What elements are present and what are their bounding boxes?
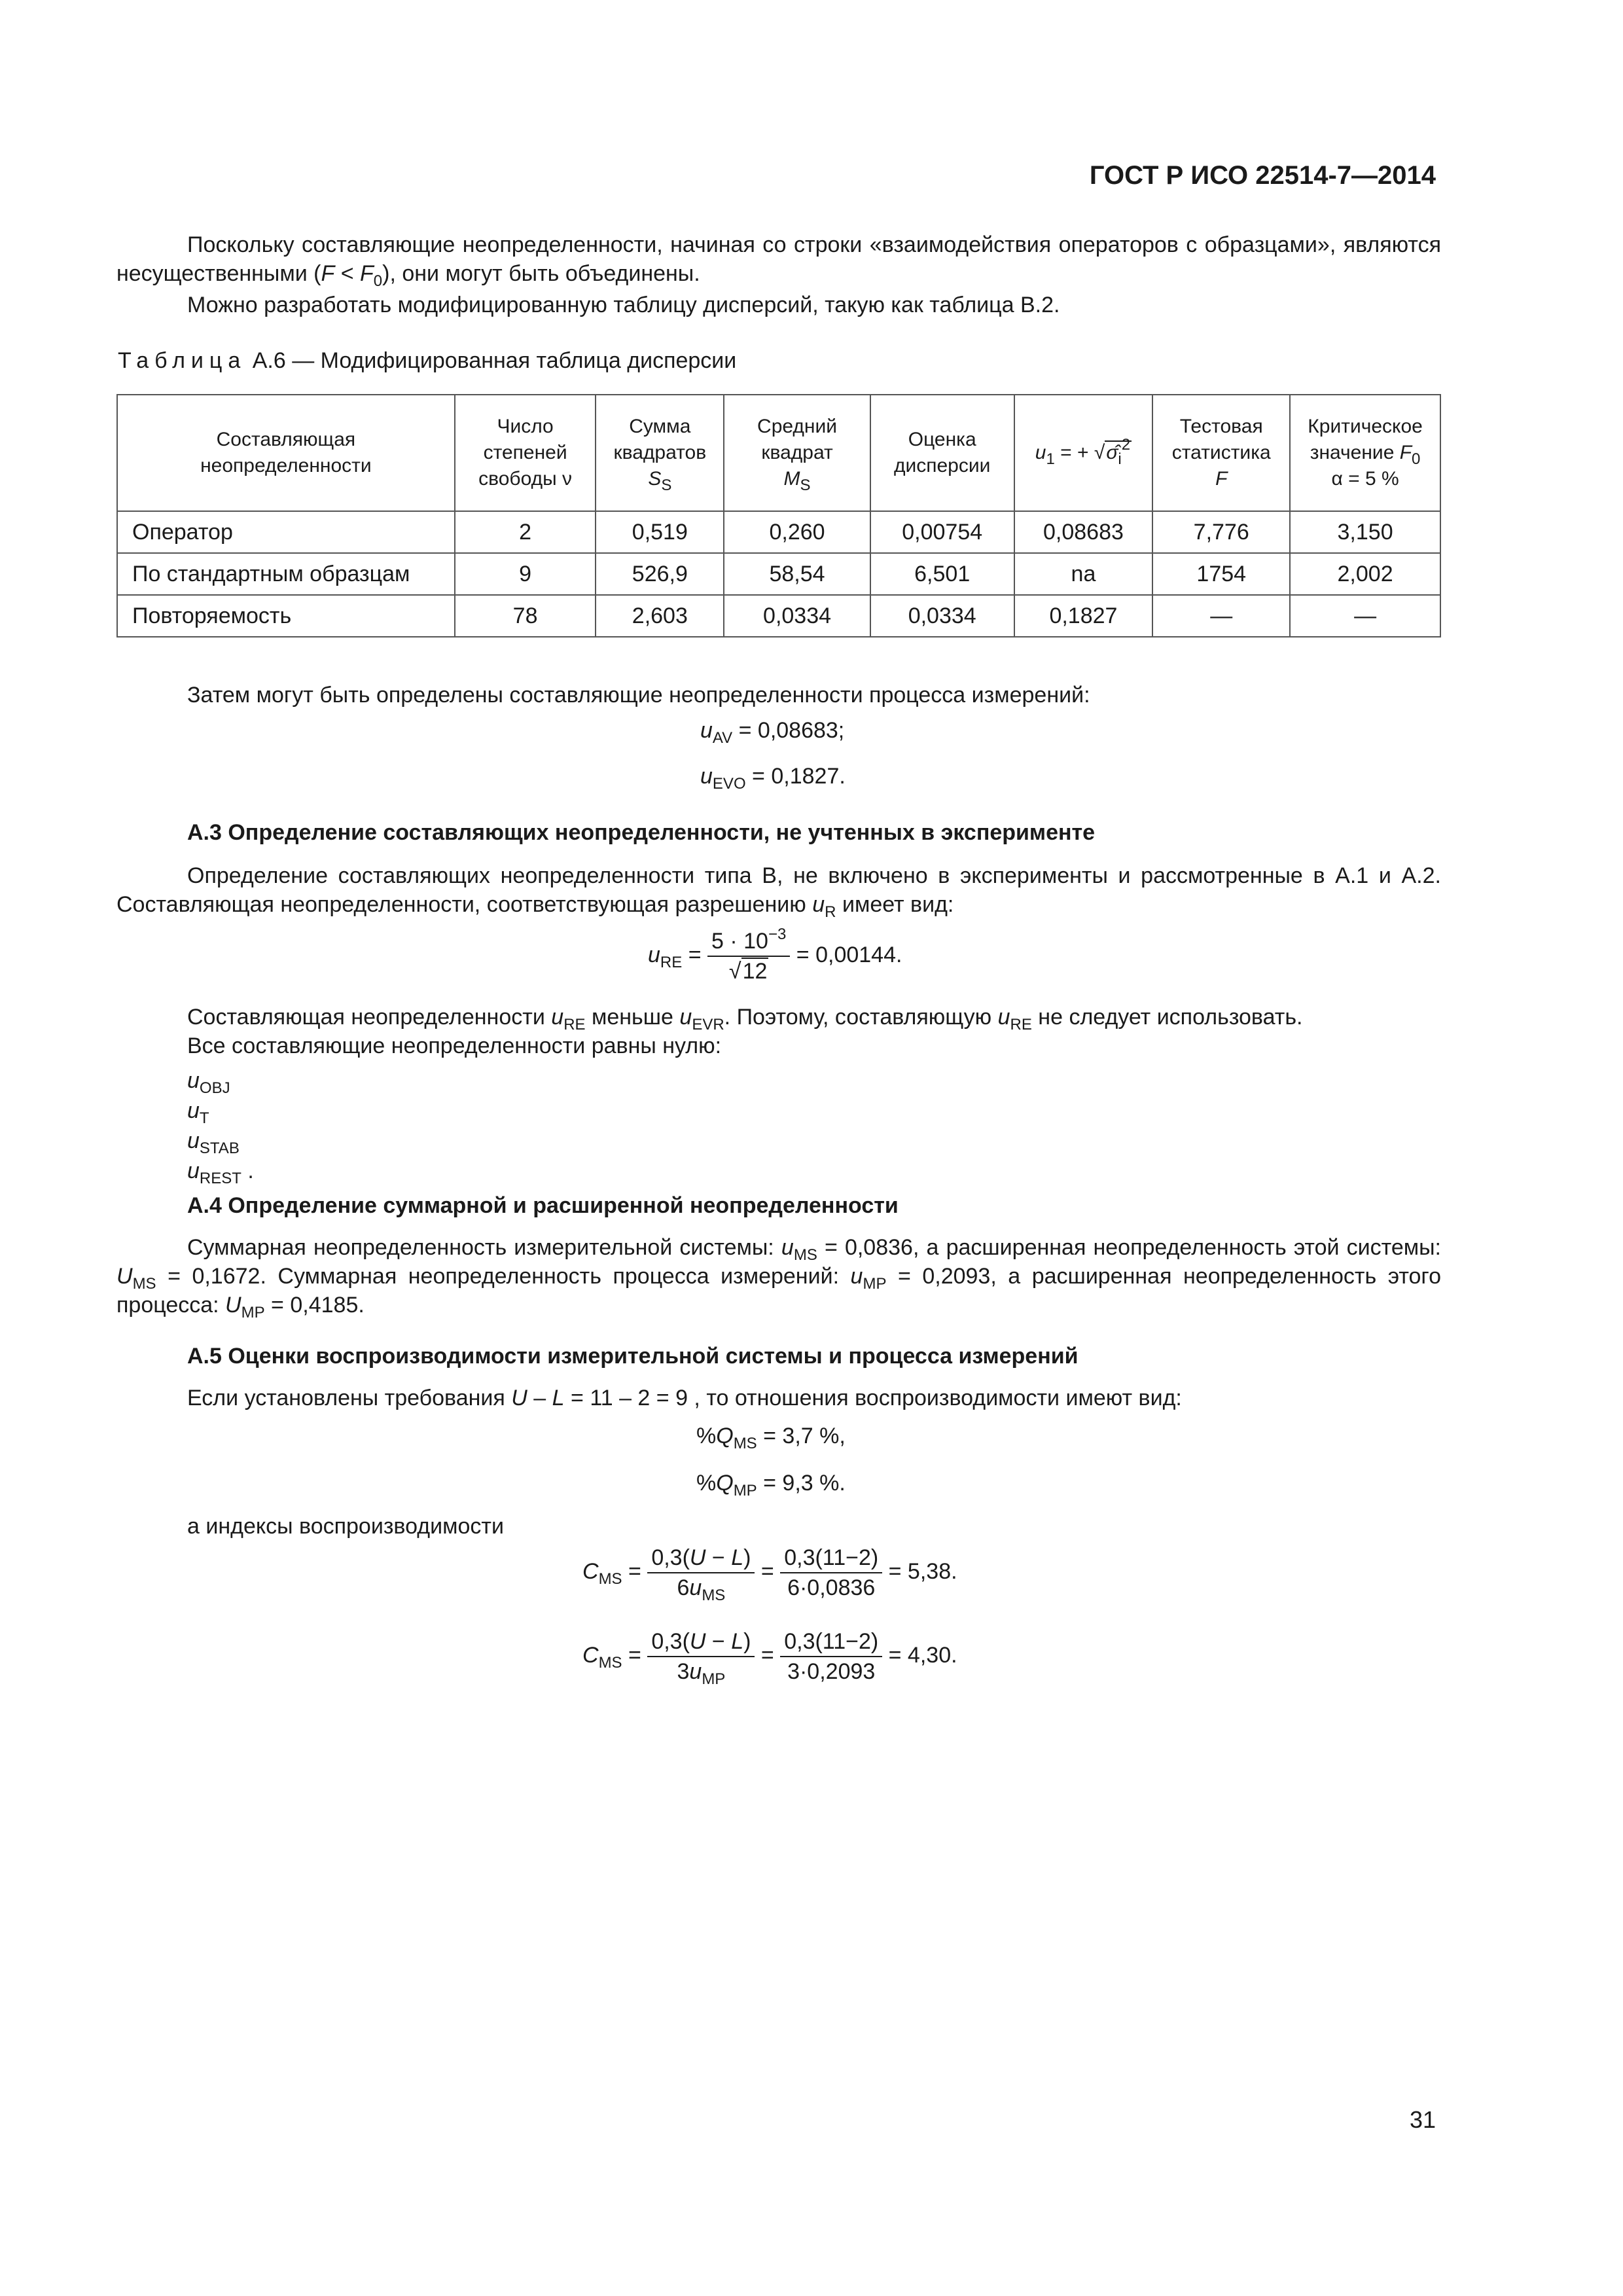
section-a4-paragraph	[116, 1233, 1441, 1319]
symbol-M: M	[783, 468, 800, 490]
formula-result: = 5,38.	[882, 1558, 957, 1584]
a4-text: Суммарная неопределенность измерительной системы:	[187, 1235, 781, 1260]
numerator-exponent: −3	[768, 925, 787, 943]
symbol-u: u	[187, 1068, 200, 1093]
equals-sign: =	[682, 942, 708, 967]
symbol-Q-sub: MP	[733, 1482, 757, 1499]
cell-f0: 2,002	[1290, 553, 1440, 595]
cell-u1: 0,08683	[1014, 511, 1153, 553]
a3-text: Определение составляющих неопределенности типа В, не включено в эксперименты и рассмотренные в А.1 и А.2. Составляющая неопределенности, соответствующая разрешению	[116, 863, 1441, 917]
header-dof-line2: степеней	[483, 442, 567, 463]
symbol-u: u	[187, 1128, 200, 1153]
symbol-F0: F	[360, 261, 374, 286]
header-uncertainty-component: Составляющая неопределенности	[117, 395, 455, 511]
header-var-line2: дисперсии	[893, 455, 991, 476]
symbol-U: U	[689, 1545, 706, 1570]
formula-u-evo	[700, 762, 846, 791]
header-f0-text: значение	[1310, 442, 1400, 463]
symbol-u: u	[781, 1235, 794, 1260]
symbol-L: L	[731, 1545, 744, 1570]
sqrt-radicand: 12	[742, 959, 768, 984]
fraction-numerator: 0,3(11−2)	[780, 1627, 882, 1657]
symbol-u: u	[648, 942, 660, 967]
list-item	[187, 1156, 254, 1186]
header-ss-line1: Сумма	[629, 416, 691, 437]
document-header: ГОСТ Р ИСО 22514-7—2014	[1089, 161, 1436, 190]
symbol-u: u	[187, 1098, 200, 1123]
cell-f: 7,776	[1152, 511, 1290, 553]
cell-name: Оператор	[117, 511, 455, 553]
formula-value: = 3,7 %,	[757, 1424, 846, 1448]
symbol-u-sub: EVR	[692, 1016, 724, 1033]
symbol-u: u	[850, 1264, 863, 1289]
variance-table	[116, 394, 1441, 637]
symbol-S: S	[648, 468, 662, 490]
u1-equals: = +	[1054, 442, 1094, 463]
header-degrees-of-freedom	[455, 395, 596, 511]
numerator-part: )	[743, 1545, 751, 1570]
symbol-L: L	[731, 1629, 744, 1654]
list-item	[187, 1096, 254, 1126]
symbol-C-sub: MS	[598, 1570, 622, 1588]
fraction-denominator: 6·0,0836	[787, 1575, 876, 1600]
symbol-U-sub: MP	[241, 1304, 265, 1321]
section-a5-paragraph-2: а индексы воспроизводимости	[187, 1514, 504, 1539]
symbol-Q-sub: MS	[733, 1435, 757, 1452]
cell-var: 6,501	[870, 553, 1014, 595]
list-item	[187, 1126, 254, 1156]
header-dof-line1: Число	[497, 416, 554, 437]
sqrt-radicand	[1105, 436, 1132, 468]
minus-sign: –	[527, 1386, 552, 1410]
a5-text: Если установлены требования	[187, 1386, 512, 1410]
symbol-u: u	[997, 1005, 1010, 1030]
cell-name: Повторяемость	[117, 595, 455, 637]
symbol-u-sub: STAB	[199, 1139, 240, 1157]
a4-text: = 0,0836, а расширенная неопределенность этой системы:	[817, 1235, 1442, 1260]
sqrt-sign: √	[728, 959, 741, 984]
symbol-u: u	[812, 892, 825, 917]
fraction	[647, 1543, 755, 1602]
header-ss-line2: квадратов	[613, 442, 707, 463]
section-a3-paragraph-2	[187, 1003, 1303, 1031]
header-f-line2: статистика	[1171, 442, 1271, 463]
equals-sign: =	[755, 1558, 781, 1584]
denominator-part: 6	[677, 1575, 690, 1600]
header-ms-line1: Средний	[757, 416, 838, 437]
symbol-u: u	[679, 1005, 692, 1030]
symbol-sigma-sup: 2	[1121, 436, 1131, 454]
symbol-U: U	[116, 1264, 133, 1289]
symbol-C: C	[582, 1558, 599, 1584]
symbol-u: u	[689, 1575, 702, 1600]
symbol-u-sub: MS	[702, 1587, 726, 1604]
fraction-denominator	[647, 1657, 755, 1686]
table-row	[117, 511, 1440, 553]
symbol-U: U	[225, 1293, 241, 1318]
formula-u-re	[648, 927, 902, 986]
equals-sign: =	[755, 1642, 781, 1668]
header-critical-value	[1290, 395, 1440, 511]
symbol-u: u	[187, 1158, 200, 1183]
table-caption-label: Таблица	[118, 348, 247, 373]
a3-p2-text: меньше	[585, 1005, 680, 1030]
symbol-u-sub: EVO	[712, 775, 746, 793]
cell-f0: —	[1290, 595, 1440, 637]
formula-c-ms-1	[582, 1543, 957, 1602]
fraction-denominator	[707, 957, 790, 986]
percent-sign: %	[696, 1471, 717, 1496]
denominator-part: 3	[677, 1659, 690, 1684]
a3-text-end: имеет вид:	[836, 892, 954, 917]
cell-name: По стандартным образцам	[117, 553, 455, 595]
cell-ms: 0,260	[724, 511, 870, 553]
symbol-u-sub: 1	[1046, 450, 1055, 468]
equals-sign: =	[622, 1558, 648, 1584]
fraction	[780, 1627, 882, 1686]
header-sum-of-squares	[596, 395, 724, 511]
formula-value: = 0,08683;	[732, 718, 845, 743]
cell-ms: 0,0334	[724, 595, 870, 637]
symbol-u-sub: REST	[199, 1170, 241, 1187]
symbol-C-sub: MS	[598, 1653, 622, 1672]
symbol-u-sub: RE	[563, 1016, 586, 1033]
symbol-U: U	[511, 1386, 527, 1410]
header-ms-line2: квадрат	[761, 442, 833, 463]
formula-c-ms-2	[582, 1627, 957, 1686]
symbol-u-sub: T	[199, 1109, 209, 1127]
numerator-part: 0,3(	[651, 1545, 690, 1570]
symbol-Q: Q	[716, 1471, 734, 1496]
symbol-C: C	[582, 1642, 599, 1668]
sqrt-sign: √	[1094, 442, 1105, 463]
page-number: 31	[1409, 2106, 1436, 2133]
symbol-M-sub: S	[800, 476, 811, 494]
fraction-numerator	[707, 927, 790, 957]
section-a3-paragraph-1	[116, 861, 1441, 919]
symbol-sigma-sub: i	[1118, 450, 1122, 468]
symbol-F: F	[321, 261, 335, 286]
cell-f0: 3,150	[1290, 511, 1440, 553]
header-ss-symbol	[600, 466, 719, 492]
intro-paragraph-1	[116, 230, 1441, 288]
section-a3-paragraph-3: Все составляющие неопределенности равны нулю:	[187, 1033, 722, 1058]
cell-u1: na	[1014, 553, 1153, 595]
header-u1-formula	[1014, 395, 1153, 511]
header-variance-estimate	[870, 395, 1014, 511]
table-row	[117, 553, 1440, 595]
symbol-F-header: F	[1215, 468, 1228, 490]
symbol-u-sub: RE	[660, 953, 683, 971]
cell-f: 1754	[1152, 553, 1290, 595]
table-caption-title: А.6 — Модифицированная таблица дисперсии	[246, 348, 737, 373]
symbol-u-sub: RE	[1010, 1016, 1032, 1033]
a3-p2-text: Составляющая неопределенности	[187, 1005, 552, 1030]
section-a3-title: А.3 Определение составляющих неопределенности, не учтенных в эксперименте	[187, 820, 1096, 845]
symbol-u-sub: AV	[712, 729, 733, 747]
a5-text: = 11 – 2 = 9 , то отношения воспроизводимости имеют вид:	[564, 1386, 1182, 1410]
symbol-U: U	[689, 1629, 706, 1654]
fraction	[707, 927, 790, 986]
cell-dof: 9	[455, 553, 596, 595]
cell-ss: 526,9	[596, 553, 724, 595]
header-f0-line1: Критическое	[1308, 416, 1423, 437]
header-f0-line3: α = 5 %	[1331, 468, 1399, 490]
cell-u1: 0,1827	[1014, 595, 1153, 637]
symbol-Q: Q	[716, 1424, 734, 1448]
symbol-u: u	[551, 1005, 564, 1030]
fraction	[780, 1543, 882, 1602]
symbol-u: u	[700, 718, 713, 743]
zero-components-list	[187, 1066, 254, 1186]
formula-value: = 0,1827.	[745, 764, 846, 789]
symbol-u-sub: OBJ	[199, 1079, 230, 1097]
cell-var: 0,0334	[870, 595, 1014, 637]
symbol-u-sub: MS	[793, 1246, 817, 1264]
a3-p2-text: не следует использовать.	[1031, 1005, 1303, 1030]
section-a4-title: А.4 Определение суммарной и расширенной неопределенности	[187, 1193, 899, 1218]
symbol-u-sub: R	[825, 903, 836, 921]
formula-result: = 4,30.	[882, 1642, 957, 1668]
fraction-numerator	[647, 1543, 755, 1573]
cell-var: 0,00754	[870, 511, 1014, 553]
header-mean-square	[724, 395, 870, 511]
minus-sign: −	[705, 1545, 732, 1570]
lt-sign: <	[334, 261, 361, 286]
a3-p2-text: . Поэтому, составляющую	[724, 1005, 998, 1030]
cell-dof: 78	[455, 595, 596, 637]
formula-q-mp	[696, 1469, 846, 1498]
fraction-numerator: 0,3(11−2)	[780, 1543, 882, 1573]
header-ms-symbol	[728, 466, 866, 492]
section-a5-title: А.5 Оценки воспроизводимости измерительной системы и процесса измерений	[187, 1344, 1079, 1369]
cell-ms: 58,54	[724, 553, 870, 595]
symbol-u-sub: MP	[863, 1275, 887, 1293]
minus-sign: −	[705, 1629, 732, 1654]
cell-f: —	[1152, 595, 1290, 637]
symbol-U-sub: MS	[132, 1275, 156, 1293]
fraction-numerator	[647, 1627, 755, 1657]
symbol-F0-header: F	[1399, 442, 1412, 463]
symbol-L: L	[552, 1386, 565, 1410]
header-var-line1: Оценка	[908, 429, 976, 450]
formula-value: = 9,3 %.	[757, 1471, 846, 1496]
numerator-part: )	[743, 1629, 751, 1654]
header-dof-line3: свободы ν	[478, 468, 573, 490]
cell-ss: 2,603	[596, 595, 724, 637]
list-item-tail: .	[241, 1158, 254, 1183]
header-f0-line2	[1294, 440, 1436, 466]
numerator-part: 0,3(	[651, 1629, 690, 1654]
symbol-u: u	[689, 1659, 702, 1684]
table-row	[117, 595, 1440, 637]
after-table-text: Затем могут быть определены составляющие неопределенности процесса измерений:	[187, 683, 1090, 708]
table-caption	[118, 348, 736, 374]
fraction-denominator: 3·0,2093	[787, 1659, 876, 1684]
cell-dof: 2	[455, 511, 596, 553]
equals-sign: =	[622, 1642, 648, 1668]
cell-ss: 0,519	[596, 511, 724, 553]
symbol-u: u	[1035, 442, 1046, 463]
table-header-row	[117, 395, 1440, 511]
header-f-symbol	[1157, 466, 1285, 492]
numerator-text: 5 · 10	[711, 929, 768, 954]
symbol-S-sub: S	[661, 476, 672, 494]
symbol-sigma-hat: σ̂	[1106, 442, 1118, 463]
a4-text: = 0,2093, а расширенная неопределенность этого процесса:	[116, 1264, 1441, 1318]
fraction-denominator	[647, 1573, 755, 1602]
formula-u-av	[700, 716, 844, 745]
list-item	[187, 1066, 254, 1096]
symbol-u: u	[700, 764, 713, 789]
a4-text: = 0,1672. Суммарная неопределенность процесса измерений:	[156, 1264, 851, 1289]
symbol-u-sub: MP	[702, 1670, 726, 1688]
fraction	[647, 1627, 755, 1686]
formula-q-ms	[696, 1422, 846, 1450]
symbol-F0-header-sub: 0	[1412, 450, 1421, 468]
formula-result: = 0,00144.	[790, 942, 902, 967]
section-a5-paragraph-1	[187, 1384, 1182, 1412]
intro-text: Поскольку составляющие неопределенности, начиная со строки «взаимодействия операторов с образцами», являются несущественными (	[116, 232, 1441, 286]
a4-text-end: = 0,4185.	[264, 1293, 365, 1318]
header-test-statistic	[1152, 395, 1290, 511]
percent-sign: %	[696, 1424, 717, 1448]
intro-paragraph-2: Можно разработать модифицированную таблицу дисперсий, такую как таблица В.2.	[187, 293, 1060, 317]
intro-text-end: ), они могут быть объединены.	[382, 261, 700, 286]
header-f-line1: Тестовая	[1179, 416, 1263, 437]
symbol-F0-sub: 0	[373, 272, 383, 290]
